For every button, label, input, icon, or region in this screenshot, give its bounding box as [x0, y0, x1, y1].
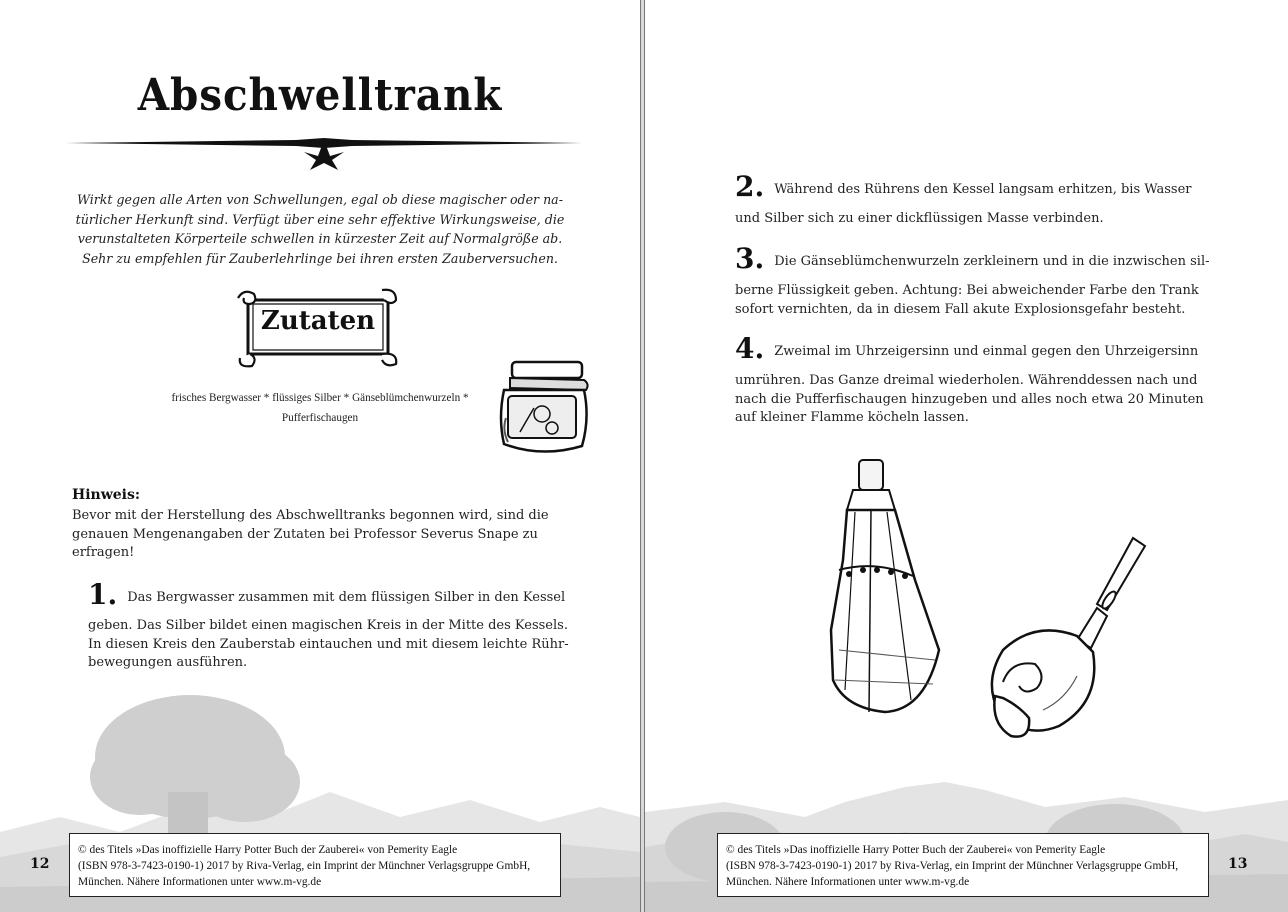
- ingredients-heading: Zutaten: [260, 306, 376, 336]
- copyright-line: München. Nähere Informationen unter www.m-vg.de: [78, 876, 322, 888]
- copyright-line: München. Nähere Informationen unter www.m-vg.de: [726, 876, 970, 888]
- right-page: [645, 0, 1288, 912]
- ingredients-list: [120, 388, 520, 428]
- copyright-line: © des Titels »Das inoffizielle Harry Potter Buch der Zauberei« von Pemerity Eagle: [726, 844, 1106, 856]
- ornamental-divider-icon: [66, 138, 582, 170]
- step-line: In diesen Kreis den Zauberstab eintauchen und mit diesem leichte Rühr-: [88, 636, 569, 652]
- step-line: und Silber sich zu einer dickflüssigen Masse verbinden.: [735, 211, 1104, 226]
- step-4: [735, 332, 1265, 365]
- hint-line: erfragen!: [72, 545, 135, 560]
- intro-line: Wirkt gegen alle Arten von Schwellungen, egal ob diese magischer oder na-: [77, 192, 563, 207]
- step-number: 2.: [735, 170, 765, 203]
- left-page: [0, 0, 640, 912]
- flask-icon: [831, 460, 939, 712]
- copyright-box: [717, 833, 1209, 897]
- step-line: Das Bergwasser zusammen mit dem flüssigen Silber in den Kessel: [127, 590, 566, 605]
- page-title: Abschwelltrank: [137, 70, 503, 121]
- step-number: 1.: [88, 578, 118, 611]
- copyright-line: (ISBN 978-3-7423-0190-1) 2017 by Riva-Verlag, ein Imprint der Münchner Verlagsgruppe GmbH,: [78, 860, 531, 872]
- step-line: bewegungen ausführen.: [88, 655, 248, 670]
- step-line: nach die Pufferfischaugen hinzugeben und alles noch etwa 20 Minuten: [735, 391, 1204, 407]
- step-line: Die Gänseblümchenwurzeln zerkleinern und in die inzwischen sil-: [774, 254, 1210, 269]
- step-1-continued: [88, 617, 588, 673]
- copyright-line: © des Titels »Das inoffizielle Harry Potter Buch der Zauberei« von Pemerity Eagle: [78, 844, 458, 856]
- intro-line: türlicher Herkunft sind. Verfügt über eine sehr effektive Wirkungsweise, die: [75, 211, 565, 227]
- hint-text: [72, 507, 572, 563]
- step-number: 3.: [735, 242, 765, 275]
- step-line: Zweimal im Uhrzeigersinn und einmal gegen den Uhrzeigersinn: [774, 344, 1199, 359]
- ingredients-line: frisches Bergwasser * flüssiges Silber * Gänseblümchenwurzeln *: [171, 392, 469, 404]
- step-4-continued: [735, 372, 1265, 428]
- step-2: [735, 170, 1265, 203]
- step-line: geben. Das Silber bildet einen magischen Kreis in der Mitte des Kessels.: [88, 618, 568, 633]
- step-line: Während des Rührens den Kessel langsam erhitzen, bis Wasser: [774, 182, 1192, 197]
- round-bottle-icon: [992, 538, 1145, 737]
- step-line: berne Flüssigkeit geben. Achtung: Bei abweichender Farbe den Trank: [735, 283, 1199, 298]
- hint-heading: Hinweis:: [72, 487, 141, 503]
- intro-line: Sehr zu empfehlen für Zauberlehrlinge bei ihren ersten Zauberversuchen.: [82, 250, 558, 266]
- flasks-illustration: [815, 450, 1175, 750]
- step-number: 4.: [735, 332, 765, 365]
- copyright-box: [69, 833, 561, 897]
- step-line: umrühren. Das Ganze dreimal wiederholen. Währenddessen nach und: [735, 373, 1198, 388]
- page-number: 13: [1228, 856, 1248, 872]
- step-3: [735, 242, 1265, 275]
- step-1: [88, 578, 588, 611]
- hint-line: genauen Mengenangaben der Zutaten bei Professor Severus Snape zu: [72, 526, 538, 542]
- step-line: sofort vernichten, da in diesem Fall akute Explosionsgefahr besteht.: [735, 301, 1186, 317]
- ingredients-line: Pufferfischaugen: [281, 412, 359, 424]
- step-line: auf kleiner Flamme köcheln lassen.: [735, 410, 969, 425]
- intro-paragraph: [70, 190, 570, 268]
- jar-icon: [494, 358, 590, 458]
- step-2-continued: [735, 210, 1265, 229]
- intro-line: verunstalteten Körperteile schwellen in kürzester Zeit auf Normalgröße ab.: [77, 231, 563, 246]
- page-number: 12: [30, 856, 50, 872]
- copyright-line: (ISBN 978-3-7423-0190-1) 2017 by Riva-Verlag, ein Imprint der Münchner Verlagsgruppe GmbH,: [726, 860, 1179, 872]
- step-3-continued: [735, 282, 1265, 319]
- hint-line: Bevor mit der Herstellung des Abschwelltranks begonnen wird, sind die: [72, 508, 549, 523]
